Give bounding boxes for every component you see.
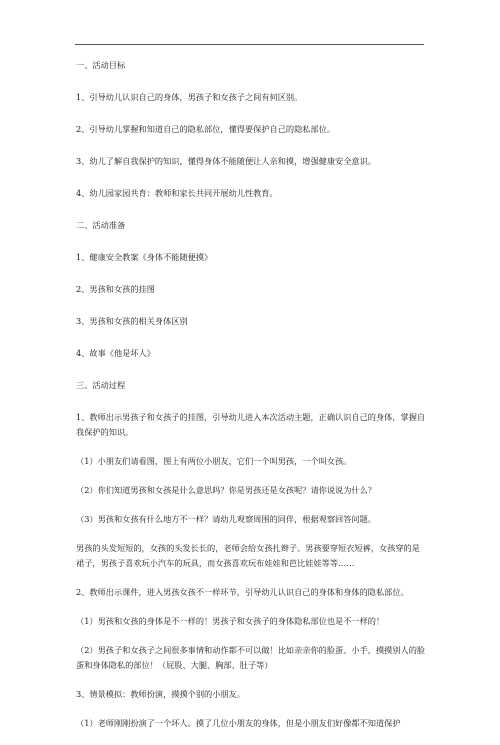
- process-step-3-sub-1: （1）老师刚刚扮演了一个坏人。摸了几位小朋友的身体，但是小朋友们好像都不知道保护: [76, 718, 401, 728]
- prep-item-1: 1、健康安全教案《身体不能随便摸》: [76, 252, 213, 262]
- section-heading-preparation: 二、活动准备: [76, 220, 126, 230]
- section-heading-process: 三、活动过程: [76, 380, 126, 390]
- document-body: [76, 58, 426, 745]
- process-step-1: 1、教师出示男孩子和女孩子的挂图，引导幼儿进入本次活动主题，正确认识自己的身体，掌握自我保护的知识。: [76, 412, 426, 437]
- prep-item-3: 3、男孩和女孩的相关身体区别: [76, 316, 188, 326]
- section-heading-goals: 一、活动目标: [76, 60, 126, 70]
- prep-item-4: 4、故事《他是坏人》: [76, 348, 155, 358]
- process-step-1-sub-3: （3）男孩和女孩有什么地方不一样？请幼儿观察周围的同伴，根据观察回答问题。: [76, 514, 376, 524]
- goal-item-4: 4、幼儿园家园共育：教师和家长共同开展幼儿性教育。: [76, 188, 278, 198]
- header-rule: [75, 44, 424, 45]
- process-step-3: 3、情景模拟：教师扮演，摸摸个别的小朋友。: [76, 689, 245, 699]
- process-step-1-sub-1: （1）小朋友们请看图，图上有两位小朋友，它们一个叫男孩，一个叫女孩。: [76, 456, 352, 466]
- process-step-2: 2、教师出示课件，进入男孩女孩不一样环节，引导幼儿认识自己的身体和身体的隐私部位。: [76, 587, 409, 597]
- process-step-2-sub-2: （2）男孩子和女孩子之间很多事情和动作都不可以做！比如亲亲你的脸蛋、小手，摸摸别人的脸蛋和身体隐私的部位！（屁股、大腿、胸部、肚子等）: [76, 645, 426, 670]
- prep-item-2: 2、男孩和女孩的挂图: [76, 284, 155, 294]
- process-step-1-answer: 男孩的头发短短的，女孩的头发长长的，老师会给女孩扎辫子。男孩要穿短衣短裤，女孩穿的是裙子，男孩子喜欢玩小汽车的玩具，而女孩喜欢玩布娃娃和芭比娃娃等等……: [76, 543, 420, 568]
- goal-item-3: 3、幼儿了解自我保护的知识，懂得身体不能随便让人亲和摸，增强健康安全意识。: [76, 156, 376, 166]
- process-step-2-sub-1: （1）男孩和女孩的身体是不一样的！男孩子和女孩子的身体隐私部位也是不一样的！: [76, 616, 385, 626]
- goal-item-2: 2、引导幼儿掌握和知道自己的隐私部位，懂得要保护自己的隐私部位。: [76, 124, 336, 134]
- goal-item-1: 1、引导幼儿认识自己的身体，男孩子和女孩子之间有何区别。: [76, 92, 303, 102]
- process-step-1-sub-2: （2）你们知道男孩和女孩是什么意思吗？你是男孩还是女孩呢？请你说说为什么？: [76, 485, 376, 495]
